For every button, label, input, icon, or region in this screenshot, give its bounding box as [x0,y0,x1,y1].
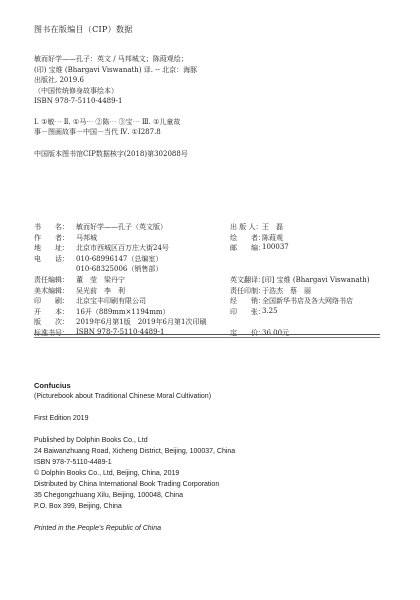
publisher-line: © Dolphin Books Co., Ltd, Beijing, China, 2019 [34,470,180,477]
credit-label: 美术编辑： [34,286,69,295]
credits-row [34,254,404,265]
cip-block [34,54,364,159]
cip-subject-line: Ⅰ. ①敏⋯ Ⅱ. ①马⋯ ②陈⋯ ③宝⋯ Ⅲ. ①儿童故 [34,117,181,126]
cip-isbn: ISBN 978-7-5110-4489-1 [34,97,123,105]
english-title: Confucius [34,381,71,390]
credits-row [34,317,404,328]
credit-value: 吴光前 李 利 [76,286,125,295]
credits-row [34,296,404,307]
credit-label: 地 址： [34,244,69,253]
credit-value: 北京市西城区百万庄大街24号 [76,244,169,253]
credit-label: 书 名： [34,223,69,231]
credit-label: 电 话： [34,254,69,263]
credit-value-right: 3.25 [262,306,278,315]
cip-record-line: 中国版本图书馆CIP数据核字(2018)第302088号 [34,149,188,158]
english-block [34,380,404,534]
cip-heading: 图书在版编目（CIP）数据 [34,25,133,34]
divider-rule [34,334,380,335]
credit-value: 北京宝丰印刷有限公司 [76,297,146,306]
credits-row [34,264,404,275]
credit-value-right: 全国新华书店及各大网络书店 [262,297,353,306]
cip-subject-line: 事－图画故事－中国－当代 Ⅳ. ①I287.8 [34,128,161,136]
credit-label: 开 本： [34,307,69,316]
cip-line: （中国传统修身故事绘本） [34,86,118,95]
credit-label-right: 定 价： [230,328,265,337]
credit-label: 印 刷： [34,297,69,306]
credit-value: 010-68325006（销售部） [76,265,163,274]
credit-value: 马邦城 [76,233,97,242]
publisher-line: ISBN 978-7-5110-4489-1 [34,459,112,466]
credit-value-right: 100037 [262,243,289,252]
credit-value: 2019年6月第1版 2019年6月第1次印刷 [76,318,207,327]
credit-value-right: [印] 宝维 (Bhargavi Viswanath) [262,275,370,284]
credit-value: 敏而好学——孔子（英文版） [76,223,167,231]
credit-label-right: 印 张： [230,307,265,316]
english-subtitle: (Picturebook about Traditional Chinese Moral Cultivation) [34,393,212,400]
credits-row [34,286,404,297]
credit-value: 16开（889mm×1194mm） [76,307,170,316]
credit-label-right: 绘 者： [230,233,265,242]
credits-row [34,243,404,254]
credit-value: 董 莹 梁丹宁 [76,275,125,284]
publisher-line: Distributed by China International Book Trading Corporation [34,481,220,488]
credit-value-right: 于浩杰 蔡 丽 [262,286,311,295]
cip-line: 敏而好学——孔子：英文 / 马邦城文；陈葭观绘； [34,55,188,63]
cip-line: (印) 宝维 (Bhargavi Viswanath) 译. -- 北京：海豚 [34,65,198,74]
credit-label: 版 次： [34,318,69,327]
credit-label-right: 邮 编： [230,244,265,253]
publisher-line: Published by Dolphin Books Co., Ltd [34,437,148,444]
credits-row [34,307,404,318]
credit-value: ISBN 978-7-5110-4489-1 [76,327,165,336]
credits-row [34,222,404,233]
credit-label-right: 出 版 人： [230,223,263,231]
printed-in-line: Printed in the People's Republic of China [34,525,162,532]
divider-rule [34,337,380,338]
credit-value-right: 陈葭观 [262,233,283,242]
credit-value-right: 36.00元 [262,328,290,337]
credit-label-right: 责任印制： [230,286,265,295]
credit-label: 责任编辑： [34,275,69,284]
edition-line: First Edition 2019 [34,415,89,422]
credits-row [34,233,404,244]
credit-label: 标准书号： [34,328,69,337]
credits-table [34,222,404,339]
cip-line: 出版社, 2019.6 [34,76,84,84]
credit-label-right: 经 销： [230,297,265,306]
publisher-line: 24 Baiwanzhuang Road, Xicheng District, Beijing, 100037, China [34,448,236,455]
credit-value: 010-68996147（总编室） [76,254,163,263]
credit-label: 作 者： [34,233,69,242]
credit-label-right: 英文翻译： [230,275,265,284]
credit-value-right: 王 磊 [262,223,283,231]
publisher-line: P.O. Box 399, Beijing, China [34,503,122,510]
credits-row [34,275,404,286]
publisher-line: 35 Chegongzhuang Xilu, Beijing, 100048, China [34,492,184,499]
